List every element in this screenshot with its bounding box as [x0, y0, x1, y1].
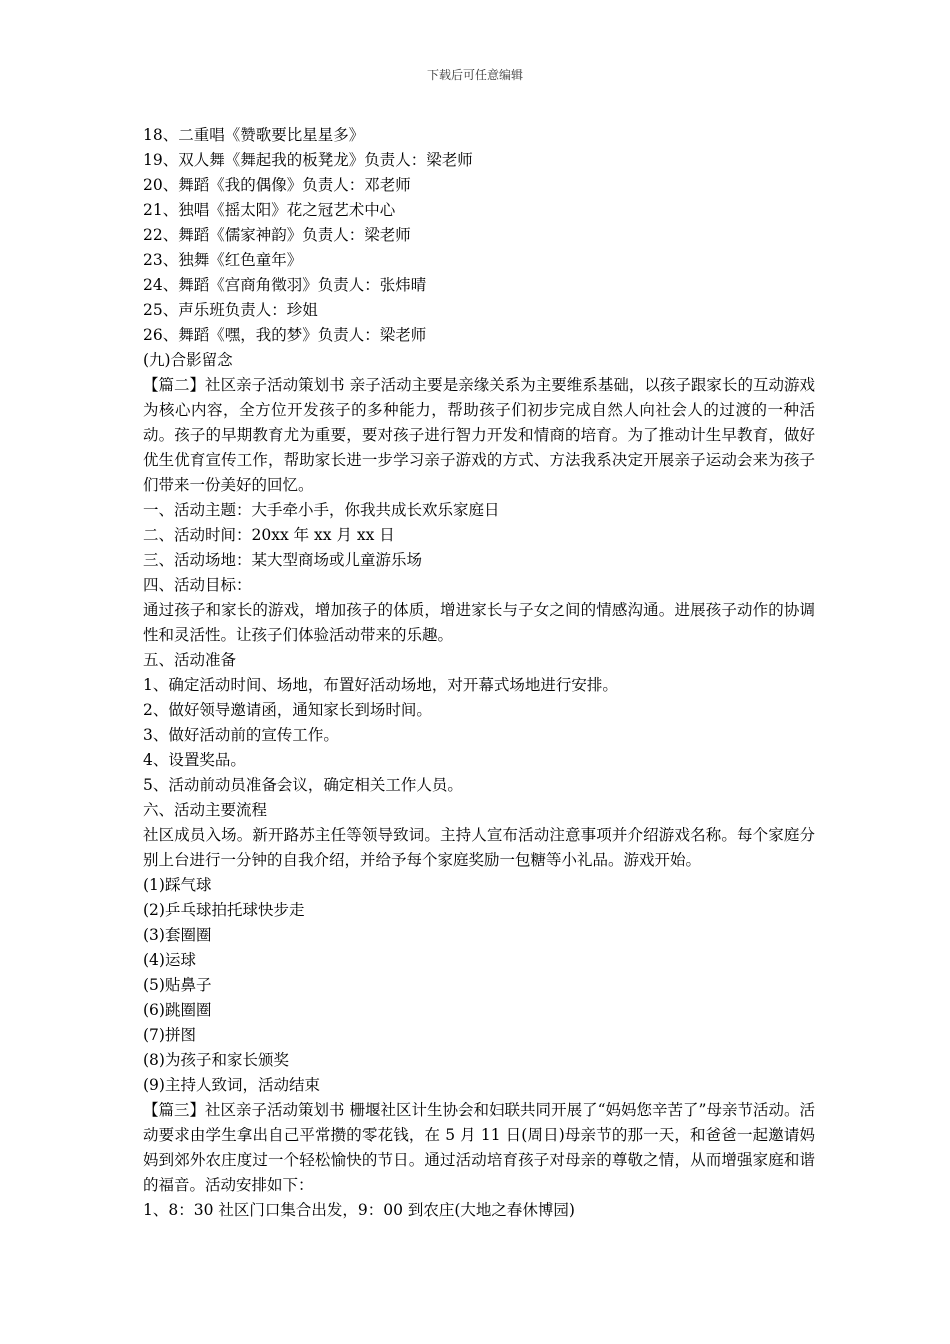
document-body	[143, 123, 815, 1223]
preparation-item-4: 4、设置奖品。	[143, 751, 246, 769]
preparation-item-1: 1、确定活动时间、场地，布置好活动场地，对开幕式场地进行安排。	[143, 676, 618, 694]
game-item-5: (5)贴鼻子	[143, 976, 212, 994]
program-item-18: 18、二重唱《赞歌要比星星多》	[143, 126, 365, 144]
game-item-7: (7)拼图	[143, 1026, 196, 1044]
preparation-item-5: 5、活动前动员准备会议，确定相关工作人员。	[143, 776, 463, 794]
program-item-20: 20、舞蹈《我的偶像》负责人：邓老师	[143, 176, 411, 194]
section-two-paragraph: 【篇二】社区亲子活动策划书 亲子活动主要是亲缘关系为主要维系基础，以孩子跟家长的互动游戏为核心内容，全方位开发孩子的多种能力，帮助孩子们初步完成自然人向社会人的过渡的一种活动。孩子的早期教育尤为重要，要对孩子进行智力开发和情商的培育。为了推动计生早教育，做好优生优育宣传工作，帮助家长进一步学习亲子游戏的方式、方法我系决定开展亲子运动会来为孩子们带来一份美好的回忆。	[143, 376, 815, 494]
activity-time: 二、活动时间：20xx 年 xx 月 xx 日	[143, 526, 395, 544]
program-item-19: 19、双人舞《舞起我的板凳龙》负责人：梁老师	[143, 151, 473, 169]
game-item-2: (2)乒乓球拍托球快步走	[143, 901, 305, 919]
preparation-item-3: 3、做好活动前的宣传工作。	[143, 726, 339, 744]
activity-theme: 一、活动主题：大手牵小手，你我共成长欢乐家庭日	[143, 501, 500, 519]
group-photo-line: (九)合影留念	[143, 351, 233, 369]
program-item-26: 26、舞蹈《嘿，我的梦》负责人：梁老师	[143, 326, 427, 344]
game-item-9: (9)主持人致词，活动结束	[143, 1076, 320, 1094]
program-item-23: 23、独舞《红色童年》	[143, 251, 303, 269]
main-flow-heading: 六、活动主要流程	[143, 801, 268, 819]
section-three-paragraph: 【篇三】社区亲子活动策划书 栅堰社区计生协会和妇联共同开展了“妈妈您辛苦了”母亲节活动。活动要求由学生拿出自己平常攒的零花钱，在 5 月 11 日(周日)母亲节的那一天，和爸爸一起邀请妈妈到郊外农庄度过一个轻松愉快的节日。通过活动培育孩子对母亲的尊敬之情，从而增强家庭和谐的福音。活动安排如下：	[143, 1101, 815, 1194]
preparation-heading: 五、活动准备	[143, 651, 237, 669]
program-item-21: 21、独唱《摇太阳》花之冠艺术中心	[143, 201, 396, 219]
program-item-24: 24、舞蹈《宫商角徵羽》负责人：张炜晴	[143, 276, 427, 294]
page-header: 下载后可任意编辑	[426, 68, 523, 82]
activity-goal-paragraph: 通过孩子和家长的游戏，增加孩子的体质，增进家长与子女之间的情感沟通。进展孩子动作的协调性和灵活性。让孩子们体验活动带来的乐趣。	[143, 601, 815, 644]
schedule-item-1: 1、8：30 社区门口集合出发，9：00 到农庄(大地之春休博园)	[143, 1201, 575, 1219]
game-item-8: (8)为孩子和家长颁奖	[143, 1051, 289, 1069]
main-flow-paragraph: 社区成员入场。新开路苏主任等领导致词。主持人宣布活动注意事项并介绍游戏名称。每个家庭分别上台进行一分钟的自我介绍，并给予每个家庭奖励一包糖等小礼品。游戏开始。	[143, 826, 815, 869]
activity-venue: 三、活动场地：某大型商场或儿童游乐场	[143, 551, 423, 569]
game-item-6: (6)跳圈圈	[143, 1001, 212, 1019]
game-item-3: (3)套圈圈	[143, 926, 212, 944]
program-item-25: 25、声乐班负责人：珍姐	[143, 301, 318, 319]
preparation-item-2: 2、做好领导邀请函，通知家长到场时间。	[143, 701, 432, 719]
game-item-1: (1)踩气球	[143, 876, 212, 894]
program-item-22: 22、舞蹈《儒家神韵》负责人：梁老师	[143, 226, 411, 244]
game-item-4: (4)运球	[143, 951, 196, 969]
activity-goal-heading: 四、活动目标：	[143, 576, 252, 594]
